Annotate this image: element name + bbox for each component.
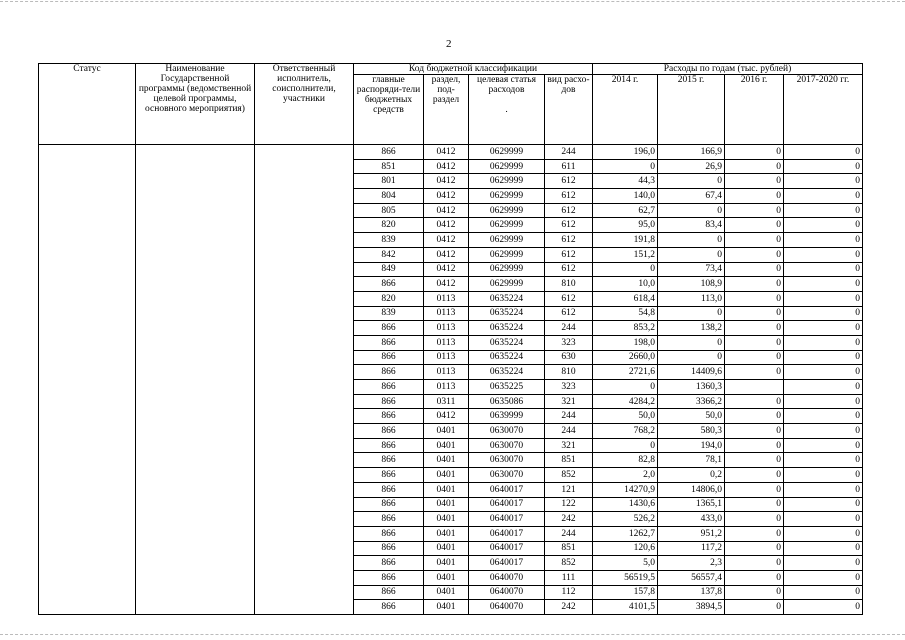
y2014-cell: 50,0 bbox=[593, 409, 658, 424]
y2016-cell: 0 bbox=[725, 203, 784, 218]
y2016-cell: 0 bbox=[725, 482, 784, 497]
y2017-cell: 0 bbox=[784, 189, 863, 204]
y2015-cell: 3366,2 bbox=[658, 394, 725, 409]
kind-cell: 323 bbox=[545, 380, 593, 395]
target-cell: 0635224 bbox=[469, 335, 545, 350]
header-kind: вид расхо-дов bbox=[545, 75, 593, 145]
y2016-cell: 0 bbox=[725, 189, 784, 204]
kind-cell: 242 bbox=[545, 600, 593, 615]
y2016-cell: 0 bbox=[725, 159, 784, 174]
kind-cell: 244 bbox=[545, 409, 593, 424]
y2015-cell: 0 bbox=[658, 174, 725, 189]
section-cell: 0412 bbox=[424, 262, 469, 277]
y2017-cell: 0 bbox=[784, 321, 863, 336]
kind-cell: 612 bbox=[545, 306, 593, 321]
y2014-cell: 157,8 bbox=[593, 585, 658, 600]
target-cell: 0640017 bbox=[469, 556, 545, 571]
grbs-cell: 866 bbox=[354, 468, 424, 483]
target-cell: 0630070 bbox=[469, 453, 545, 468]
kind-cell: 612 bbox=[545, 247, 593, 262]
y2017-cell: 0 bbox=[784, 497, 863, 512]
y2015-cell: 0 bbox=[658, 247, 725, 262]
header-status: Статус bbox=[39, 64, 136, 145]
y2017-cell: 0 bbox=[784, 468, 863, 483]
grbs-cell: 820 bbox=[354, 218, 424, 233]
y2017-cell: 0 bbox=[784, 409, 863, 424]
section-cell: 0412 bbox=[424, 174, 469, 189]
kind-cell: 242 bbox=[545, 512, 593, 527]
y2017-cell: 0 bbox=[784, 277, 863, 292]
y2014-cell: 10,0 bbox=[593, 277, 658, 292]
target-cell: 0629999 bbox=[469, 218, 545, 233]
grbs-cell: 866 bbox=[354, 556, 424, 571]
target-cell: 0629999 bbox=[469, 247, 545, 262]
grbs-cell: 801 bbox=[354, 174, 424, 189]
section-cell: 0401 bbox=[424, 556, 469, 571]
y2014-cell: 14270,9 bbox=[593, 482, 658, 497]
status-cell bbox=[39, 145, 136, 615]
target-cell: 0629999 bbox=[469, 189, 545, 204]
grbs-cell: 866 bbox=[354, 365, 424, 380]
y2014-cell: 4101,5 bbox=[593, 600, 658, 615]
y2016-cell: 0 bbox=[725, 438, 784, 453]
y2017-cell: 0 bbox=[784, 541, 863, 556]
y2015-cell: 166,9 bbox=[658, 145, 725, 160]
target-cell: 0629999 bbox=[469, 262, 545, 277]
y2015-cell: 194,0 bbox=[658, 438, 725, 453]
y2014-cell: 120,6 bbox=[593, 541, 658, 556]
y2017-cell: 0 bbox=[784, 218, 863, 233]
grbs-cell: 820 bbox=[354, 291, 424, 306]
kind-cell: 612 bbox=[545, 174, 593, 189]
y2015-cell: 0 bbox=[658, 233, 725, 248]
kind-cell: 321 bbox=[545, 394, 593, 409]
section-cell: 0311 bbox=[424, 394, 469, 409]
y2015-cell: 56557,4 bbox=[658, 570, 725, 585]
y2015-cell: 0 bbox=[658, 203, 725, 218]
grbs-cell: 866 bbox=[354, 394, 424, 409]
target-cell: 0640017 bbox=[469, 482, 545, 497]
target-cell: 0629999 bbox=[469, 174, 545, 189]
target-cell: 0629999 bbox=[469, 277, 545, 292]
grbs-cell: 839 bbox=[354, 233, 424, 248]
y2015-cell: 108,9 bbox=[658, 277, 725, 292]
table-row bbox=[39, 145, 863, 160]
target-cell: 0640070 bbox=[469, 585, 545, 600]
header-2014: 2014 г. bbox=[593, 75, 658, 145]
section-cell: 0412 bbox=[424, 247, 469, 262]
grbs-cell: 851 bbox=[354, 159, 424, 174]
y2016-cell: 0 bbox=[725, 321, 784, 336]
y2016-cell: 0 bbox=[725, 468, 784, 483]
kind-cell: 122 bbox=[545, 497, 593, 512]
y2014-cell: 56519,5 bbox=[593, 570, 658, 585]
y2017-cell: 0 bbox=[784, 306, 863, 321]
kind-cell: 611 bbox=[545, 159, 593, 174]
header-expenses: Расходы по годам (тыс. рублей) bbox=[593, 64, 863, 75]
target-cell: 0635224 bbox=[469, 350, 545, 365]
y2016-cell: 0 bbox=[725, 247, 784, 262]
section-cell: 0113 bbox=[424, 350, 469, 365]
section-cell: 0401 bbox=[424, 453, 469, 468]
y2017-cell: 0 bbox=[784, 394, 863, 409]
y2016-cell: 0 bbox=[725, 394, 784, 409]
section-cell: 0113 bbox=[424, 306, 469, 321]
y2016-cell: 0 bbox=[725, 306, 784, 321]
section-cell: 0401 bbox=[424, 541, 469, 556]
grbs-cell: 866 bbox=[354, 526, 424, 541]
y2017-cell: 0 bbox=[784, 600, 863, 615]
y2015-cell: 0,2 bbox=[658, 468, 725, 483]
section-cell: 0401 bbox=[424, 438, 469, 453]
kind-cell: 244 bbox=[545, 321, 593, 336]
kind-cell: 851 bbox=[545, 453, 593, 468]
y2014-cell: 618,4 bbox=[593, 291, 658, 306]
kind-cell: 852 bbox=[545, 468, 593, 483]
kind-cell: 612 bbox=[545, 218, 593, 233]
grbs-cell: 866 bbox=[354, 321, 424, 336]
header-2016: 2016 г. bbox=[725, 75, 784, 145]
kind-cell: 810 bbox=[545, 365, 593, 380]
kind-cell: 612 bbox=[545, 203, 593, 218]
target-cell: 0629999 bbox=[469, 203, 545, 218]
y2016-cell: 0 bbox=[725, 174, 784, 189]
header-dot: . bbox=[505, 105, 508, 115]
grbs-cell: 842 bbox=[354, 247, 424, 262]
y2015-cell: 78,1 bbox=[658, 453, 725, 468]
y2016-cell: 0 bbox=[725, 600, 784, 615]
section-cell: 0401 bbox=[424, 600, 469, 615]
header-target-text: целевая статья расходов bbox=[477, 75, 536, 95]
target-cell: 0635224 bbox=[469, 306, 545, 321]
kind-cell: 244 bbox=[545, 145, 593, 160]
y2014-cell: 44,3 bbox=[593, 174, 658, 189]
y2014-cell: 0 bbox=[593, 262, 658, 277]
target-cell: 0640070 bbox=[469, 570, 545, 585]
y2017-cell: 0 bbox=[784, 570, 863, 585]
y2014-cell: 151,2 bbox=[593, 247, 658, 262]
y2015-cell: 0 bbox=[658, 350, 725, 365]
section-cell: 0113 bbox=[424, 335, 469, 350]
target-cell: 0640017 bbox=[469, 526, 545, 541]
y2015-cell: 951,2 bbox=[658, 526, 725, 541]
section-cell: 0401 bbox=[424, 482, 469, 497]
section-cell: 0113 bbox=[424, 365, 469, 380]
y2016-cell: 0 bbox=[725, 335, 784, 350]
y2016-cell: 0 bbox=[725, 262, 784, 277]
grbs-cell: 866 bbox=[354, 482, 424, 497]
kind-cell: 244 bbox=[545, 424, 593, 439]
y2016-cell bbox=[725, 380, 784, 395]
y2015-cell: 14806,0 bbox=[658, 482, 725, 497]
target-cell: 0635224 bbox=[469, 321, 545, 336]
kind-cell: 612 bbox=[545, 189, 593, 204]
kind-cell: 852 bbox=[545, 556, 593, 571]
y2017-cell: 0 bbox=[784, 145, 863, 160]
y2016-cell: 0 bbox=[725, 365, 784, 380]
y2016-cell: 0 bbox=[725, 350, 784, 365]
y2016-cell: 0 bbox=[725, 409, 784, 424]
y2015-cell: 83,4 bbox=[658, 218, 725, 233]
grbs-cell: 804 bbox=[354, 189, 424, 204]
grbs-cell: 866 bbox=[354, 453, 424, 468]
y2016-cell: 0 bbox=[725, 541, 784, 556]
y2017-cell: 0 bbox=[784, 438, 863, 453]
y2014-cell: 54,8 bbox=[593, 306, 658, 321]
header-section: раздел, под-раздел bbox=[424, 75, 469, 145]
y2015-cell: 433,0 bbox=[658, 512, 725, 527]
y2017-cell: 0 bbox=[784, 453, 863, 468]
y2014-cell: 4284,2 bbox=[593, 394, 658, 409]
y2014-cell: 0 bbox=[593, 159, 658, 174]
y2016-cell: 0 bbox=[725, 145, 784, 160]
y2015-cell: 1365,1 bbox=[658, 497, 725, 512]
y2014-cell: 62,7 bbox=[593, 203, 658, 218]
kind-cell: 612 bbox=[545, 262, 593, 277]
header-grbs: главные распоряди-тели бюджетных средств bbox=[354, 75, 424, 145]
responsible-cell bbox=[255, 145, 354, 615]
section-cell: 0401 bbox=[424, 512, 469, 527]
y2015-cell: 14409,6 bbox=[658, 365, 725, 380]
y2015-cell: 0 bbox=[658, 335, 725, 350]
target-cell: 0629999 bbox=[469, 159, 545, 174]
grbs-cell: 866 bbox=[354, 380, 424, 395]
y2016-cell: 0 bbox=[725, 453, 784, 468]
grbs-cell: 866 bbox=[354, 438, 424, 453]
y2017-cell: 0 bbox=[784, 512, 863, 527]
y2014-cell: 2721,6 bbox=[593, 365, 658, 380]
y2015-cell: 580,3 bbox=[658, 424, 725, 439]
kind-cell: 612 bbox=[545, 291, 593, 306]
kind-cell: 810 bbox=[545, 277, 593, 292]
y2015-cell: 1360,3 bbox=[658, 380, 725, 395]
y2017-cell: 0 bbox=[784, 291, 863, 306]
header-name: Наименование Государственной программы (ведомственной целевой программы, основного мероприятия) bbox=[136, 64, 255, 145]
y2017-cell: 0 bbox=[784, 174, 863, 189]
header-responsible: Ответственный исполнитель, соисполнители, участники bbox=[255, 64, 354, 145]
y2015-cell: 138,2 bbox=[658, 321, 725, 336]
grbs-cell: 866 bbox=[354, 541, 424, 556]
y2014-cell: 95,0 bbox=[593, 218, 658, 233]
y2017-cell: 0 bbox=[784, 335, 863, 350]
section-cell: 0412 bbox=[424, 189, 469, 204]
y2015-cell: 2,3 bbox=[658, 556, 725, 571]
section-cell: 0401 bbox=[424, 570, 469, 585]
table-body bbox=[39, 145, 863, 615]
target-cell: 0630070 bbox=[469, 438, 545, 453]
scan-bottom-edge bbox=[0, 634, 905, 635]
y2016-cell: 0 bbox=[725, 570, 784, 585]
header-target bbox=[469, 75, 545, 145]
kind-cell: 244 bbox=[545, 526, 593, 541]
target-cell: 0629999 bbox=[469, 233, 545, 248]
y2014-cell: 0 bbox=[593, 438, 658, 453]
y2015-cell: 113,0 bbox=[658, 291, 725, 306]
y2014-cell: 140,0 bbox=[593, 189, 658, 204]
section-cell: 0412 bbox=[424, 159, 469, 174]
y2016-cell: 0 bbox=[725, 585, 784, 600]
header-2017-2020: 2017-2020 гг. bbox=[784, 75, 863, 145]
y2017-cell: 0 bbox=[784, 350, 863, 365]
y2017-cell: 0 bbox=[784, 203, 863, 218]
kind-cell: 851 bbox=[545, 541, 593, 556]
y2017-cell: 0 bbox=[784, 526, 863, 541]
y2016-cell: 0 bbox=[725, 424, 784, 439]
grbs-cell: 866 bbox=[354, 277, 424, 292]
budget-table bbox=[38, 63, 863, 615]
target-cell: 0629999 bbox=[469, 145, 545, 160]
target-cell: 0640017 bbox=[469, 497, 545, 512]
y2017-cell: 0 bbox=[784, 556, 863, 571]
kind-cell: 612 bbox=[545, 233, 593, 248]
y2015-cell: 117,2 bbox=[658, 541, 725, 556]
y2014-cell: 82,8 bbox=[593, 453, 658, 468]
target-cell: 0630070 bbox=[469, 424, 545, 439]
y2014-cell: 526,2 bbox=[593, 512, 658, 527]
y2016-cell: 0 bbox=[725, 512, 784, 527]
y2015-cell: 73,4 bbox=[658, 262, 725, 277]
grbs-cell: 866 bbox=[354, 145, 424, 160]
target-cell: 0640017 bbox=[469, 512, 545, 527]
y2014-cell: 198,0 bbox=[593, 335, 658, 350]
y2015-cell: 67,4 bbox=[658, 189, 725, 204]
y2017-cell: 0 bbox=[784, 365, 863, 380]
y2014-cell: 2,0 bbox=[593, 468, 658, 483]
y2017-cell: 0 bbox=[784, 247, 863, 262]
y2016-cell: 0 bbox=[725, 218, 784, 233]
grbs-cell: 839 bbox=[354, 306, 424, 321]
section-cell: 0412 bbox=[424, 409, 469, 424]
grbs-cell: 866 bbox=[354, 600, 424, 615]
grbs-cell: 805 bbox=[354, 203, 424, 218]
kind-cell: 321 bbox=[545, 438, 593, 453]
target-cell: 0630070 bbox=[469, 468, 545, 483]
kind-cell: 323 bbox=[545, 335, 593, 350]
name-cell bbox=[136, 145, 255, 615]
grbs-cell: 866 bbox=[354, 424, 424, 439]
section-cell: 0412 bbox=[424, 145, 469, 160]
y2014-cell: 1430,6 bbox=[593, 497, 658, 512]
grbs-cell: 866 bbox=[354, 512, 424, 527]
y2016-cell: 0 bbox=[725, 526, 784, 541]
y2016-cell: 0 bbox=[725, 277, 784, 292]
y2015-cell: 3894,5 bbox=[658, 600, 725, 615]
y2014-cell: 196,0 bbox=[593, 145, 658, 160]
section-cell: 0113 bbox=[424, 380, 469, 395]
kind-cell: 630 bbox=[545, 350, 593, 365]
header-2015: 2015 г. bbox=[658, 75, 725, 145]
section-cell: 0401 bbox=[424, 424, 469, 439]
y2017-cell: 0 bbox=[784, 233, 863, 248]
y2014-cell: 2660,0 bbox=[593, 350, 658, 365]
y2017-cell: 0 bbox=[784, 424, 863, 439]
section-cell: 0412 bbox=[424, 218, 469, 233]
section-cell: 0401 bbox=[424, 585, 469, 600]
y2015-cell: 50,0 bbox=[658, 409, 725, 424]
kind-cell: 112 bbox=[545, 585, 593, 600]
y2015-cell: 0 bbox=[658, 306, 725, 321]
scan-top-edge bbox=[0, 1, 905, 2]
y2015-cell: 137,8 bbox=[658, 585, 725, 600]
section-cell: 0412 bbox=[424, 277, 469, 292]
y2016-cell: 0 bbox=[725, 556, 784, 571]
grbs-cell: 866 bbox=[354, 570, 424, 585]
grbs-cell: 866 bbox=[354, 409, 424, 424]
section-cell: 0412 bbox=[424, 233, 469, 248]
y2017-cell: 0 bbox=[784, 482, 863, 497]
y2016-cell: 0 bbox=[725, 497, 784, 512]
target-cell: 0635086 bbox=[469, 394, 545, 409]
page-number: 2 bbox=[446, 38, 452, 50]
y2017-cell: 0 bbox=[784, 585, 863, 600]
target-cell: 0635225 bbox=[469, 380, 545, 395]
header-budget-code: Код бюджетной классификации bbox=[354, 64, 593, 75]
section-cell: 0113 bbox=[424, 321, 469, 336]
y2014-cell: 853,2 bbox=[593, 321, 658, 336]
kind-cell: 121 bbox=[545, 482, 593, 497]
y2014-cell: 768,2 bbox=[593, 424, 658, 439]
section-cell: 0412 bbox=[424, 203, 469, 218]
y2017-cell: 0 bbox=[784, 262, 863, 277]
kind-cell: 111 bbox=[545, 570, 593, 585]
target-cell: 0640017 bbox=[469, 541, 545, 556]
y2014-cell: 0 bbox=[593, 380, 658, 395]
grbs-cell: 866 bbox=[354, 350, 424, 365]
y2014-cell: 5,0 bbox=[593, 556, 658, 571]
y2014-cell: 1262,7 bbox=[593, 526, 658, 541]
section-cell: 0401 bbox=[424, 526, 469, 541]
grbs-cell: 849 bbox=[354, 262, 424, 277]
grbs-cell: 866 bbox=[354, 497, 424, 512]
section-cell: 0401 bbox=[424, 468, 469, 483]
y2014-cell: 191,8 bbox=[593, 233, 658, 248]
section-cell: 0401 bbox=[424, 497, 469, 512]
target-cell: 0635224 bbox=[469, 365, 545, 380]
grbs-cell: 866 bbox=[354, 335, 424, 350]
target-cell: 0635224 bbox=[469, 291, 545, 306]
y2015-cell: 26,9 bbox=[658, 159, 725, 174]
target-cell: 0640070 bbox=[469, 600, 545, 615]
target-cell: 0639999 bbox=[469, 409, 545, 424]
grbs-cell: 866 bbox=[354, 585, 424, 600]
y2016-cell: 0 bbox=[725, 291, 784, 306]
y2017-cell: 0 bbox=[784, 159, 863, 174]
y2016-cell: 0 bbox=[725, 233, 784, 248]
y2017-cell: 0 bbox=[784, 380, 863, 395]
section-cell: 0113 bbox=[424, 291, 469, 306]
